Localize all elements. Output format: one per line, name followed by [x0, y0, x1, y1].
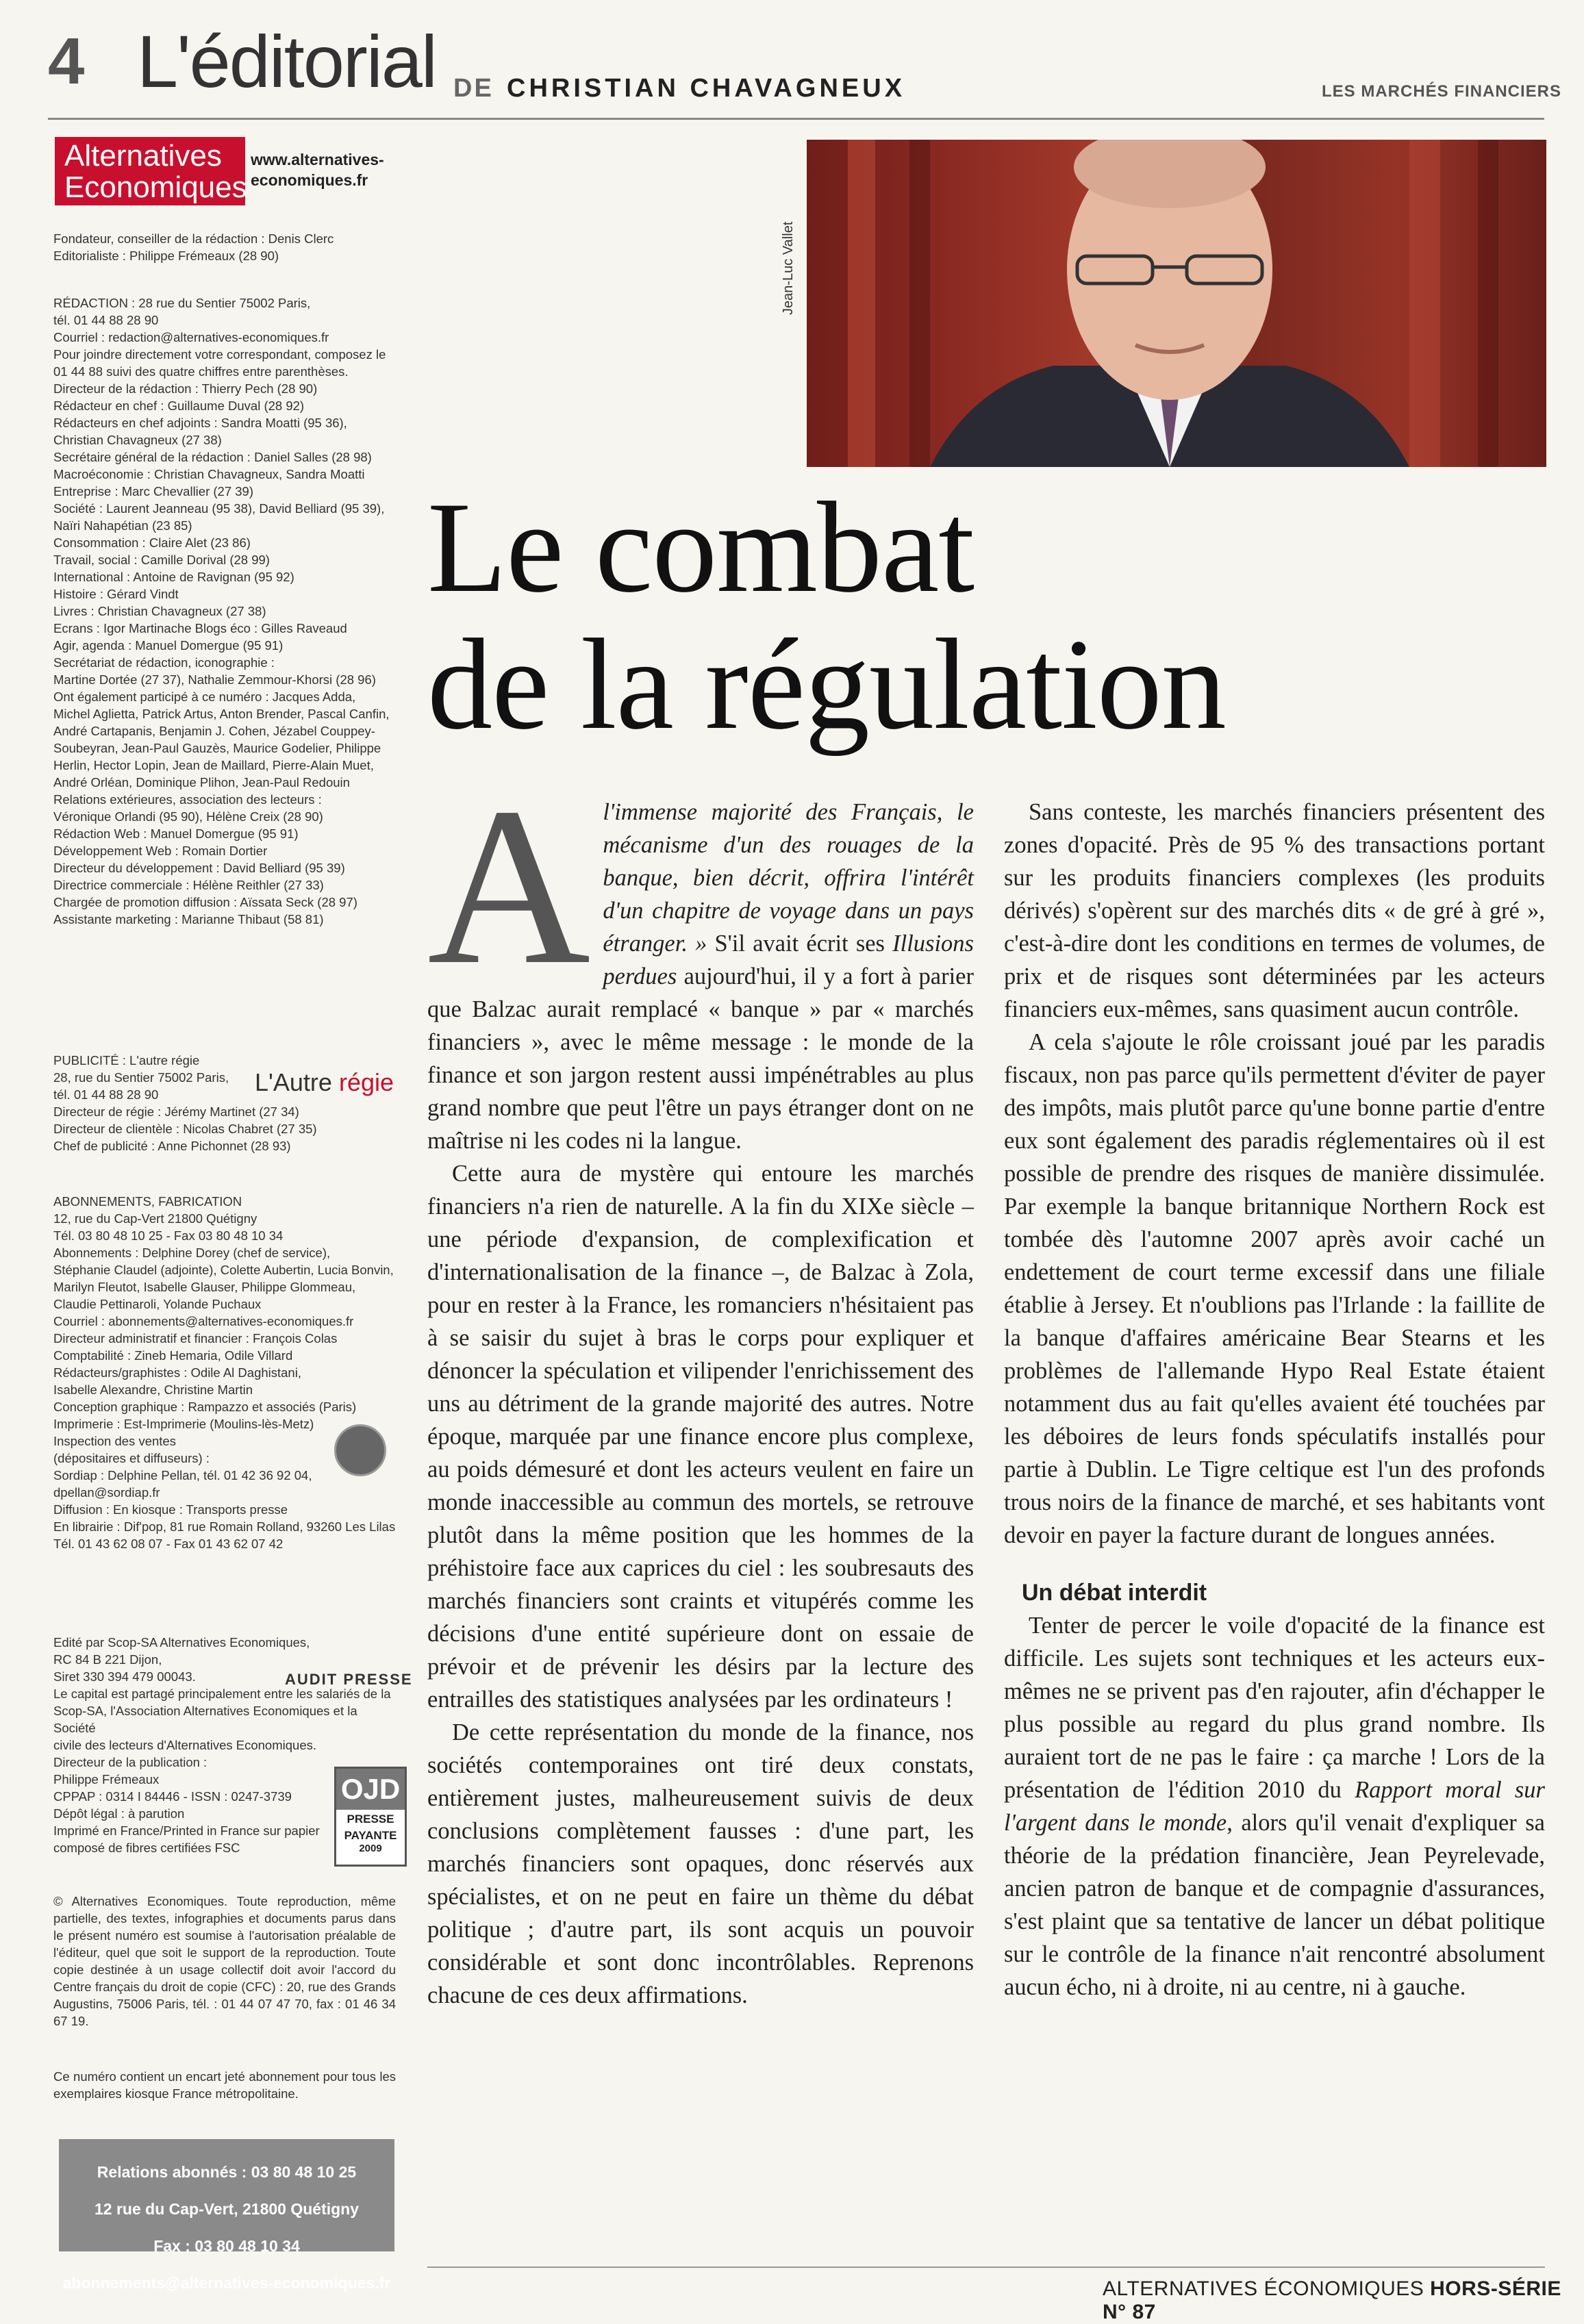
- masthead-line: Marilyn Fleutot, Isabelle Glauser, Philippe Glommeau,: [53, 1280, 356, 1294]
- masthead-line: RÉDACTION : 28 rue du Sentier 75002 Paris,: [53, 296, 311, 310]
- title-line1: Le combat: [427, 476, 975, 620]
- masthead-line: André Cartapanis, Benjamin J. Cohen, Jézabel Couppey-: [53, 724, 375, 738]
- book-title-rapport: Rapport moral sur l'argent dans le monde: [1004, 1777, 1545, 1836]
- ojd-payante: PAYANTE: [344, 1829, 397, 1842]
- subheading: Un débat interdit: [1022, 1580, 1207, 1606]
- masthead-line: Herlin, Hector Lopin, Jean de Maillard, Pierre-Alain Muet,: [53, 758, 374, 772]
- masthead-line: Comptabilité : Zineb Hemaria, Odile Villard: [53, 1348, 293, 1363]
- masthead-line: Rédacteurs en chef adjoints : Sandra Moatti (95 36),: [53, 416, 347, 430]
- masthead-line: Agir, agenda : Manuel Domergue (95 91): [53, 638, 284, 653]
- autre-regie-word2: régie: [338, 1068, 394, 1096]
- masthead-line: Claudie Pettinaroli, Yolande Puchaux: [53, 1297, 262, 1311]
- masthead-line: Martine Dortée (27 37), Nathalie Zemmour-Khorsi (28 96): [53, 672, 376, 687]
- masthead-publicite: [53, 1052, 396, 1154]
- masthead-line: International : Antoine de Ravignan (95 92): [53, 570, 294, 584]
- masthead-line: Stéphanie Claudel (adjointe), Colette Aubertin, Lucia Bonvin,: [53, 1263, 394, 1277]
- masthead-line: Christian Chavagneux (27 38): [53, 433, 222, 447]
- masthead-line: 12, rue du Cap-Vert 21800 Quétigny: [53, 1211, 257, 1226]
- drop-cap: A: [427, 761, 591, 1011]
- footer-issue: HORS-SÉRIE N° 87: [1103, 2277, 1561, 2323]
- masthead-line: Directeur de la publication :: [53, 1755, 208, 1769]
- masthead-line: Dépôt légal : à parution: [53, 1806, 185, 1821]
- masthead-line: Abonnements : Delphine Dorey (chef de service),: [53, 1246, 331, 1260]
- masthead-line: Livres : Christian Chavagneux (27 38): [53, 604, 266, 618]
- topic-label: LES MARCHÉS FINANCIERS: [1322, 82, 1562, 101]
- article-column-2: [1004, 796, 1545, 2199]
- masthead-line: Rédacteurs/graphistes : Odile Al Daghistani,: [53, 1365, 301, 1380]
- logo-line1: Alternatives: [64, 139, 222, 173]
- paragraph-2: Cette aura de mystère qui entoure les marchés financiers n'a rien de naturelle. A la fin du XIXe siècle – une période d'expansion, de complexification et d'internationalisation de la finance –, de Balzac à Zola, pour en rester à la France, les romanciers n'hésitaient pas à se saisir du sujet à bras le corps pour expliquer et dénoncer la spéculation et vilipender l'enrichissement des uns au détriment de la grande majorité des autres. Notre époque, marquée par une finance encore plus complexe, au poids démesuré et dont les acteurs veulent en faire un monde inaccessible au commun des mortels, se retrouve plutôt dans la même position que les hommes de la préhistoire face aux caprices du ciel : les soubresauts des marchés financiers sont craints et vitupérés comme les décisions d'une entité supérieure dont on essaie de prévoir et de prévenir les désirs par la lecture des entrailles des statistiques analysées par les ordinateurs !: [427, 1161, 974, 1713]
- url-line2: economiques.fr: [251, 171, 368, 189]
- masthead-line: Diffusion : En kiosque : Transports presse: [53, 1502, 288, 1517]
- masthead-line: CPPAP : 0314 I 84446 - ISSN : 0247-3739: [53, 1789, 292, 1804]
- encart-notice: Ce numéro contient un encart jeté abonnement pour tous les exemplaires kiosque France métropolitaine.: [53, 2069, 396, 2101]
- masthead-line: tél. 01 44 88 28 90: [53, 1087, 159, 1102]
- masthead-line: Chef de publicité : Anne Pichonnet (28 93): [53, 1139, 291, 1153]
- masthead-line: Macroéconomie : Christian Chavagneux, Sandra Moatti: [53, 467, 365, 481]
- masthead-line: Relations extérieures, association des lecteurs :: [53, 792, 322, 807]
- magazine-logo: [55, 137, 245, 205]
- masthead-line: Relations abonnés : 03 80 48 10 25: [97, 2163, 357, 2181]
- autre-regie-word1: L'Autre: [255, 1068, 332, 1096]
- portrait-illustration: [807, 140, 1546, 467]
- article-title: [427, 476, 1386, 757]
- masthead-line: Secrétariat de rédaction, iconographie :: [53, 655, 275, 670]
- masthead-line: Directeur de la rédaction : Thierry Pech (28 90): [53, 381, 318, 396]
- footer-magazine: ALTERNATIVES ÉCONOMIQUES: [1103, 2277, 1424, 2300]
- paragraph-3: De cette représentation du monde de la finance, nos sociétés contemporaines ont tiré deux constats, entièrement justes, malheureusement suivis de deux conclusions complètement fausses : d'une part, les marchés financiers sont opaques, donc réservés aux spécialistes, et on ne peut en faire un thème du débat politique ; d'autre part, ils sont acquis un pouvoir considérable et sont donc incontrôlables. Reprenons chacune de ces deux affirmations.: [427, 1719, 974, 2008]
- paragraph-6: [1004, 1609, 1545, 2004]
- masthead-line: Michel Aglietta, Patrick Artus, Anton Brender, Pascal Canfin,: [53, 707, 390, 721]
- masthead-line: tél. 01 44 88 28 90: [53, 313, 159, 327]
- masthead-line: Véronique Orlandi (95 90), Hélène Creix (28 90): [53, 809, 323, 824]
- masthead-line: Soubeyran, Jean-Paul Gauzès, Maurice Godelier, Philippe: [53, 741, 381, 755]
- paragraph-4: Sans conteste, les marchés financiers présentent des zones d'opacité. Près de 95 % des transactions portant sur les produits financiers complexes (les produits dérivés) s'opèrent sur des marchés dits « de gré à gré », c'est-à-dire dont les conditions en termes de volumes, de prix et de risques sont déterminées par les acteurs financiers eux-mêmes, sans quasiment aucun contrôle.: [1004, 799, 1545, 1022]
- masthead-line: composé de fibres certifiées FSC: [53, 1841, 240, 1855]
- masthead-line: Tél. 01 43 62 08 07 - Fax 01 43 62 07 42: [53, 1537, 284, 1551]
- masthead-line: Consommation : Claire Alet (23 86): [53, 535, 251, 550]
- masthead-line: ABONNEMENTS, FABRICATION: [53, 1194, 242, 1209]
- page-number: 4: [48, 25, 85, 98]
- masthead-line: Imprimerie : Est-Imprimerie (Moulins-lès-Metz): [53, 1417, 314, 1431]
- footer-divider: [427, 2266, 1545, 2268]
- masthead-line: Entreprise : Marc Chevallier (27 39): [53, 484, 253, 498]
- masthead-line: Rédacteur en chef : Guillaume Duval (28 92): [53, 399, 305, 413]
- masthead-line: 01 44 88 suivi des quatre chiffres entre parenthèses.: [53, 364, 349, 379]
- photo-credit: Jean-Luc Vallet: [781, 221, 796, 315]
- masthead-line: Directrice commerciale : Hélène Reithler (27 33): [53, 878, 324, 892]
- header-divider: [48, 118, 1544, 120]
- masthead-line: Le capital est partagé principalement entre les salariés de la: [53, 1687, 391, 1701]
- masthead-line: Ont également participé à ce numéro : Jacques Adda,: [53, 690, 356, 704]
- title-line2: de la régulation: [427, 613, 1226, 757]
- masthead-line: PUBLICITÉ : L'autre régie: [53, 1053, 200, 1068]
- masthead-line: Scop-SA, l'Association Alternatives Economiques et la Société: [53, 1704, 357, 1735]
- byline-author: CHRISTIAN CHAVAGNEUX: [507, 74, 906, 103]
- masthead-line: Courriel : abonnements@alternatives-economiques.fr: [53, 1314, 354, 1328]
- url-line1: www.alternatives-: [251, 151, 384, 168]
- masthead-line: Ecrans : Igor Martinache Blogs éco : Gilles Raveaud: [53, 621, 347, 635]
- contact-lines: [59, 2139, 394, 2294]
- page-footer: [1103, 2277, 1584, 2324]
- masthead-line: En librairie : Dif'pop, 81 rue Romain Rolland, 93260 Les Lilas: [53, 1519, 396, 1534]
- ojd-year: 2009: [359, 1843, 382, 1854]
- masthead-line: 28, rue du Sentier 75002 Paris,: [53, 1070, 229, 1085]
- masthead-line: Naïri Nahapétian (23 85): [53, 518, 192, 533]
- copyright-notice: © Alternatives Economiques. Toute reproduction, même partielle, des textes, infographies et documents parus dans le présent numéro est soumise à l'autorisation préalable de l'éditeur, quel que soit le support de la reproduction. Toute copie destinée à un usage collectif doit avoir l'accord du Centre français du droit de copie (CFC) : 20, rue des Grands Augustins, 75006 Paris, tél. : 01 44 07 47 70, fax : 01 46 34 67 19.: [53, 1894, 396, 2028]
- masthead-line: Directeur de clientèle : Nicolas Chabret (27 35): [53, 1122, 317, 1136]
- audit-presse-logo: AUDIT PRESSE: [285, 1671, 413, 1688]
- intro-quote: l'immense majorité des Français, le mécanisme d'un des rouages de la banque, bien décrit, offrira l'intérêt d'un chapitre de voyage dans un pays étranger. »: [603, 799, 974, 957]
- masthead-line: Assistante marketing : Marianne Thibaut (58 81): [53, 912, 324, 926]
- intro-text-b: aujourd'hui, il y a fort à parier que Balzac aurait remplacé « banque » par « marchés financiers », avec le même message : le monde de la finance et son jargon restent aussi impénétrables au plus grand nombre que peut l'être un pays étranger dont on ne maîtrise ni les codes ni la langue.: [427, 963, 974, 1154]
- masthead-line: André Orléan, Dominique Plihon, Jean-Paul Redouin: [53, 775, 350, 790]
- masthead-line: Rédaction Web : Manuel Domergue (95 91): [53, 826, 299, 841]
- masthead-line: Inspection des ventes: [53, 1434, 176, 1448]
- paragraph-intro: [427, 761, 974, 1157]
- p6-text-b: , alors qu'il venait d'expliquer sa théorie de la prédation financière, Jean Peyrelevade, ancien patron de banque et de compagnie d'assurances, s'est plaint que sa tentative de lancer un débat politique sur le contrôle de la finance n'ait rencontré absolument aucun écho, ni à droite, ni au centre, ni à gauche.: [1004, 1810, 1545, 2000]
- masthead-line: Secrétaire général de la rédaction : Daniel Salles (28 98): [53, 450, 372, 464]
- masthead-line: Société : Laurent Jeanneau (95 38), David Belliard (95 39),: [53, 501, 385, 516]
- masthead-line: dpellan@sordiap.fr: [53, 1485, 160, 1500]
- byline-prefix: DE: [453, 74, 494, 103]
- masthead-line: Tél. 03 80 48 10 25 - Fax 03 80 48 10 34: [53, 1228, 284, 1243]
- masthead-redaction: [53, 294, 396, 928]
- ojd-presse: PRESSE: [347, 1813, 394, 1826]
- masthead-line: RC 84 B 221 Dijon,: [53, 1652, 162, 1667]
- contact-box: [59, 2139, 394, 2292]
- ojd-badge: [334, 1767, 407, 1867]
- masthead-line: Conception graphique : Rampazzo et associés (Paris): [53, 1400, 357, 1414]
- paragraph-5: A cela s'ajoute le rôle croissant joué par les paradis fiscaux, non pas parce qu'ils permettent d'éviter de payer des impôts, mais plutôt parce qu'une bonne partie d'entre eux sont également des paradis réglementaires où il est possible de prendre des risques de manière dissimulée. Par exemple la banque britannique Northern Rock est tombée dès l'automne 2007 après avoir caché un endettement de court terme excessif dans une filiale établie à Jersey. Et n'oublions pas l'Irlande : la faillite de la banque d'affaires américaine Bear Stearns et les problèmes de l'allemande Hypo Real Estate étaient notamment dus au fait qu'elles avaient été touchées par les déboires de leurs fonds spéculatifs installés pour partie à Dublin. Le Tigre celtique est l'un des profonds trous noirs de la finance de marché, et ses habitants vont devoir en payer la facture durant de longues années.: [1004, 1029, 1545, 1548]
- author-photo: [807, 140, 1546, 467]
- masthead-line: Sordiap : Delphine Pellan, tél. 01 42 36 92 04,: [53, 1468, 312, 1482]
- p6-text-a: Tenter de percer le voile d'opacité de la finance est difficile. Les sujets sont techniques et les acteurs eux-mêmes ne se privent pas d'en rajouter, afin d'échapper le plus possible au regard du plus grand nombre. Ils auraient tort de ne pas le faire : ça marche ! Lors de la présentation de l'édition 2010 du: [1004, 1613, 1545, 1803]
- masthead-line: Travail, social : Camille Dorival (28 99): [53, 553, 270, 567]
- founder-line: Fondateur, conseiller de la rédaction : Denis Clerc: [53, 231, 334, 246]
- masthead-founders: [53, 230, 396, 264]
- masthead-line: Chargée de promotion diffusion : Aïssata Seck (28 97): [53, 895, 357, 909]
- seal-icon: [334, 1424, 386, 1476]
- masthead-line: abonnements@alternatives-economiques.fr: [62, 2274, 391, 2292]
- masthead-abonnements: [53, 1193, 396, 1552]
- masthead-line: Directeur de régie : Jérémy Martinet (27 34): [53, 1104, 299, 1119]
- book-title-illusions: Illusions perdues: [603, 931, 974, 989]
- masthead-line: Développement Web : Romain Dortier: [53, 844, 268, 858]
- website-url[interactable]: [251, 149, 401, 190]
- masthead-line: Pour joindre directement votre correspondant, composez le: [53, 347, 386, 362]
- autre-regie-logo: [255, 1068, 394, 1097]
- masthead-line: civile des lecteurs d'Alternatives Economiques.: [53, 1738, 316, 1752]
- masthead-line: Philippe Frémeaux: [53, 1772, 160, 1786]
- logo-line2: Economiques: [64, 170, 247, 204]
- masthead-line: Courriel : redaction@alternatives-economiques.fr: [53, 330, 329, 344]
- masthead-line: Directeur administratif et financier : François Colas: [53, 1331, 338, 1346]
- editorialist-line: Editorialiste : Philippe Frémeaux (28 90): [53, 249, 279, 263]
- masthead-line: Isabelle Alexandre, Christine Martin: [53, 1382, 253, 1397]
- masthead-line: Siret 330 394 479 00043.: [53, 1669, 196, 1684]
- masthead-line: Imprimé en France/Printed in France sur papier: [53, 1823, 320, 1838]
- section-title: L'éditorial: [137, 20, 436, 103]
- article-column-1: [427, 761, 974, 2199]
- masthead-line: Edité par Scop-SA Alternatives Economiques,: [53, 1635, 310, 1650]
- masthead-line: 12 rue du Cap-Vert, 21800 Quétigny: [94, 2200, 360, 2218]
- masthead-line: Directeur du développement : David Belliard (95 39): [53, 861, 345, 875]
- masthead-line: (dépositaires et diffuseurs) :: [53, 1451, 210, 1465]
- masthead-line: Fax : 03 80 48 10 34: [153, 2237, 300, 2255]
- intro-text-a: S'il avait écrit ses: [707, 931, 893, 957]
- ojd-title: OJD: [336, 1769, 405, 1810]
- masthead-line: Histoire : Gérard Vindt: [53, 587, 179, 601]
